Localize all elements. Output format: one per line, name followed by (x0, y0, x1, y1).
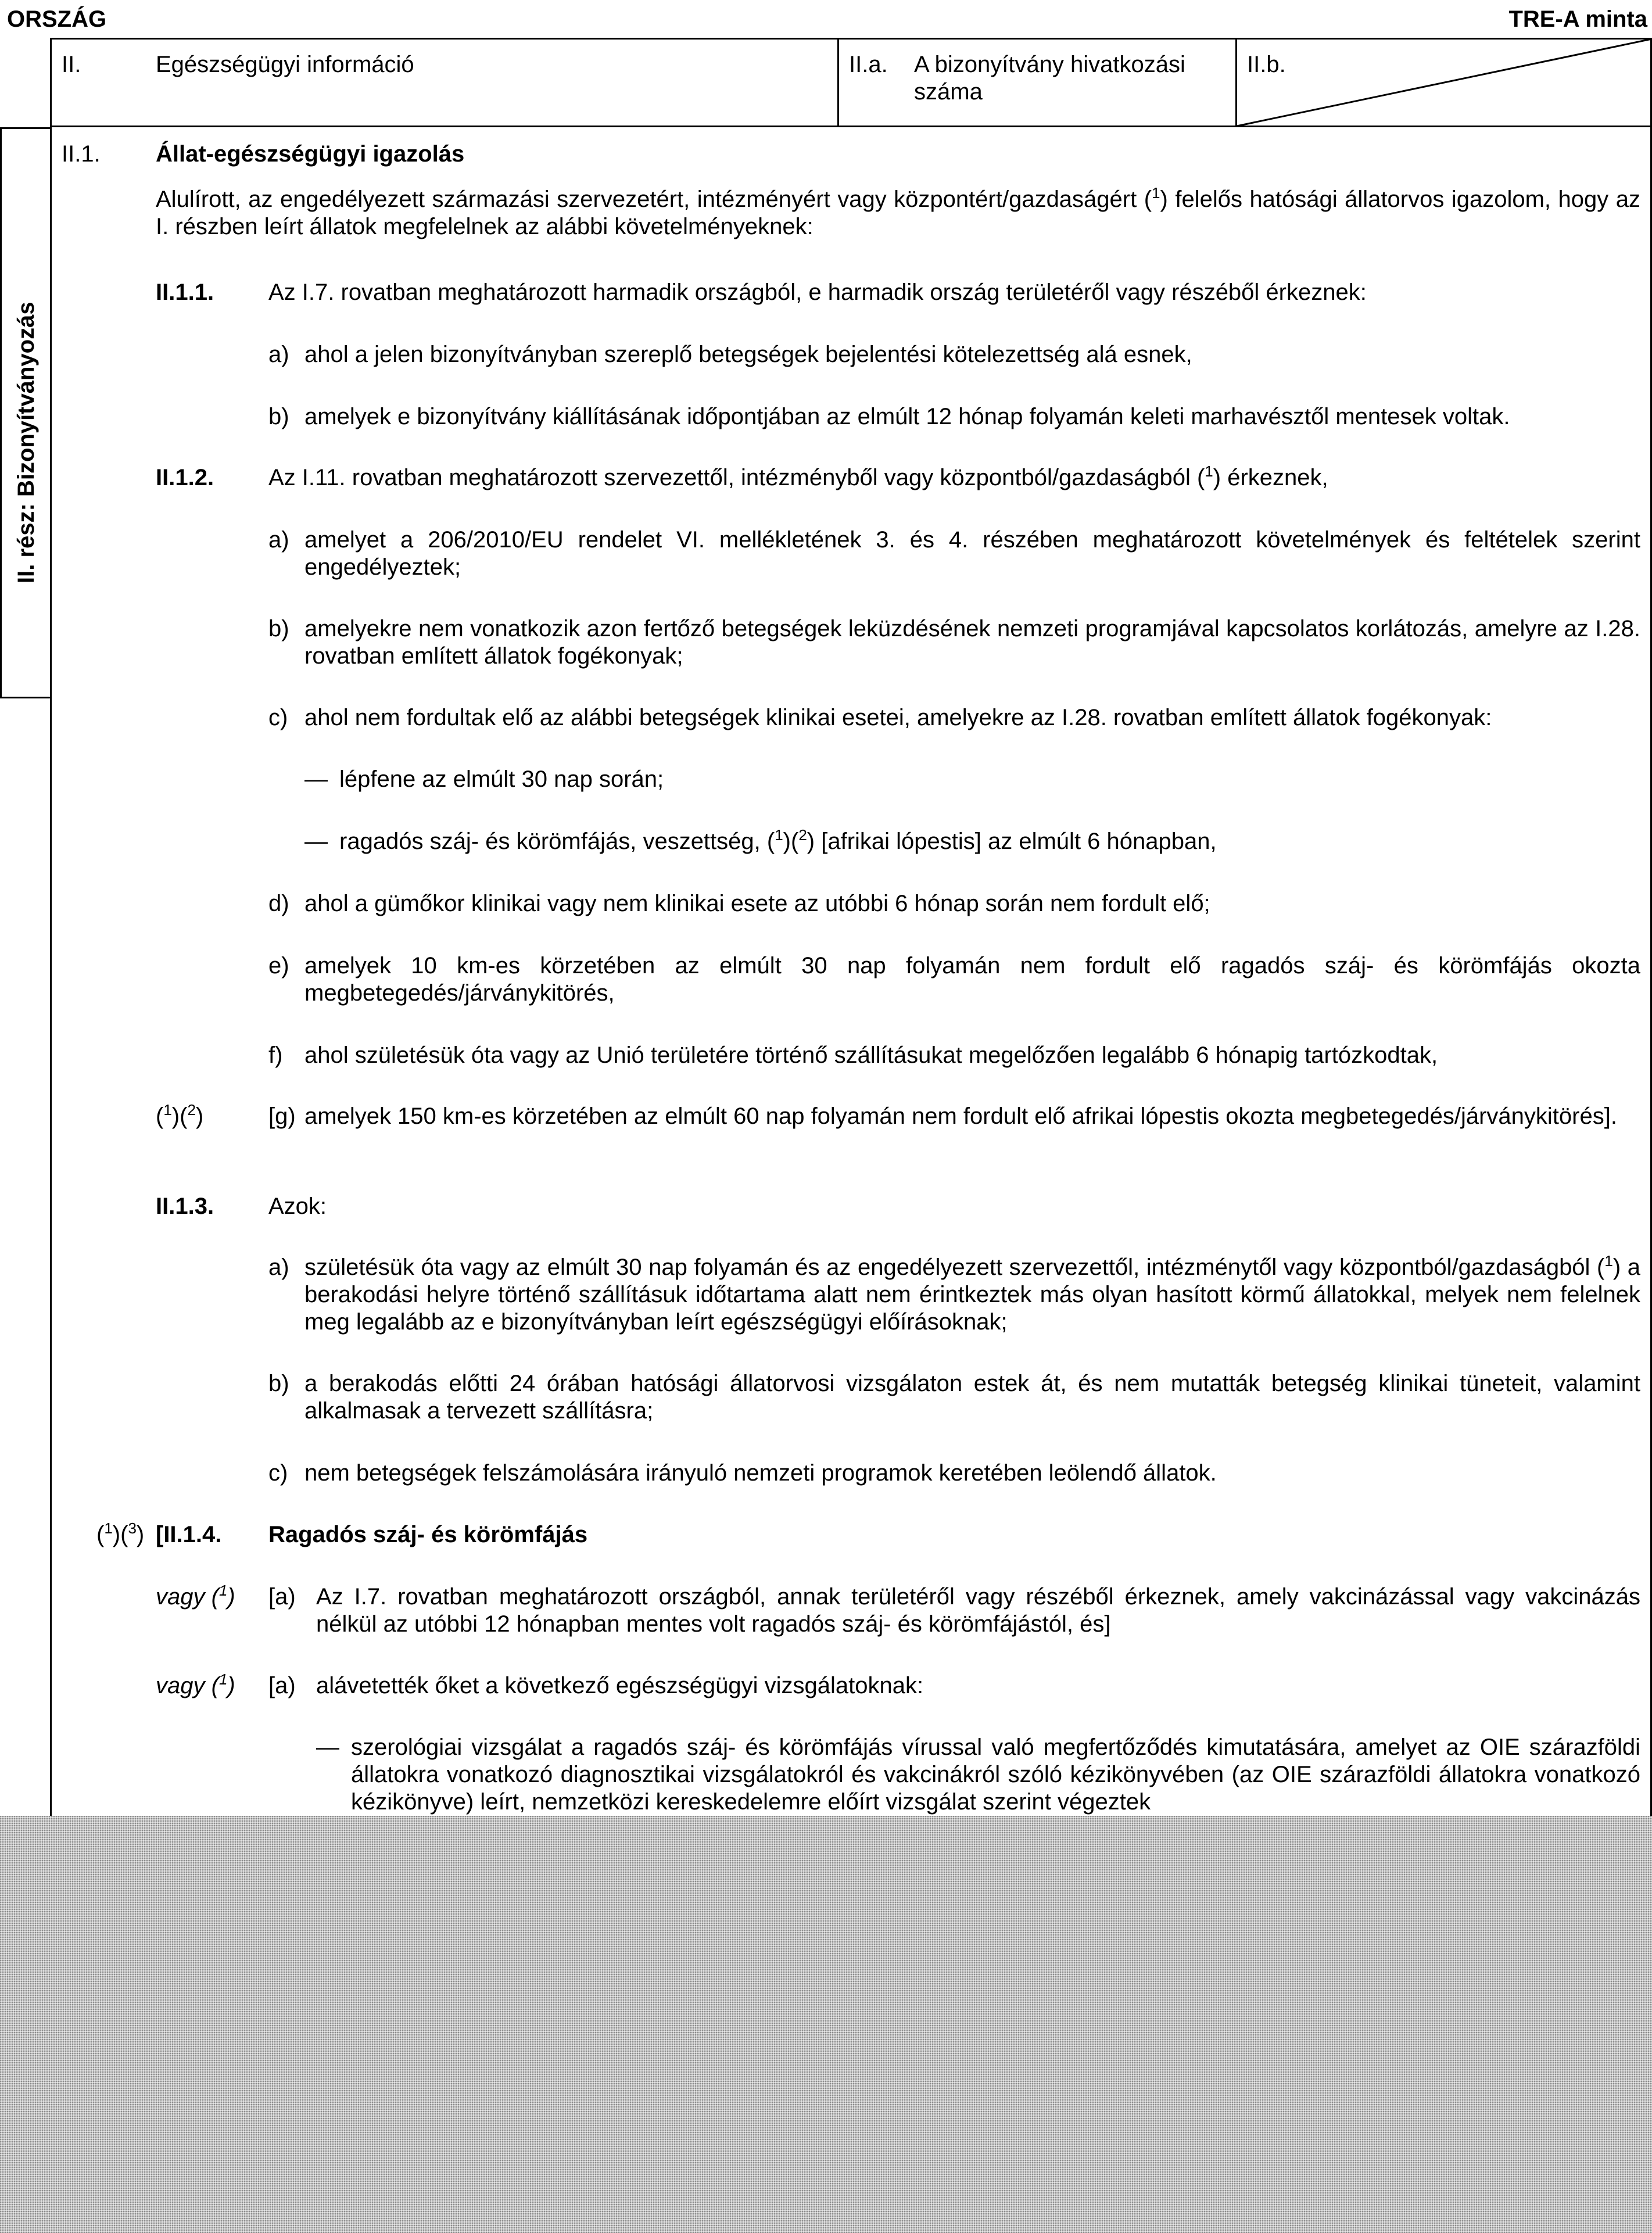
s113-text: Azok: (268, 1193, 327, 1219)
option1-label: vagy ($^1$) (156, 1582, 235, 1610)
s113-a-text: születésük óta vagy az elmúlt 30 nap folyamán és az engedélyezett szervezettől, intézménytől vagy központból/gazdaságból ($^1$) a berakodási helyre történő szállításuk időtartama alatt nem érintkeztek más olyan hasított körmű állatokkal, melyek nem felelnek meg legalább az e bizonyítványban leírt egészségügyi előírásoknak; (304, 1252, 1640, 1335)
s111-a-label: a) (268, 342, 289, 367)
s111-text: Az I.7. rovatban meghatározott harmadik országból, e harmadik ország területéről vagy részéből érkeznek: (268, 279, 1367, 305)
s112-c-label: c) (268, 705, 288, 730)
option2-label: vagy ($^1$) (156, 1671, 235, 1698)
s112-g-prefix: ($^1$)($^2$) (156, 1101, 204, 1129)
option1-text: Az I.7. rovatban meghatározott országból, annak területéről vagy részéből érkeznek, amely vakcinázással vagy vakcinázás nélkül az utóbbi 12 hónapban mentes volt ragadós száj- és körömfájástól, és] (316, 1584, 1640, 1637)
option1-a-label: [a) (268, 1584, 296, 1610)
s113-number: II.1.3. (156, 1193, 214, 1219)
s114-number: [II.1.4. (156, 1522, 222, 1547)
s112-c1-text: lépfene az elmúlt 30 nap során; (339, 766, 664, 792)
section-title: Egészségügyi információ (156, 52, 414, 77)
s112-f-label: f) (268, 1042, 283, 1068)
s112-a-text: amelyet a 206/2010/EU rendelet VI. mellékletének 3. és 4. részében meghatározott követelmények és feltételek szerint engedélyeztek; (304, 527, 1640, 580)
s112-d-text: ahol a gümőkor klinikai vagy nem klinikai esete az utóbbi 6 hónap során nem fordult elő; (304, 891, 1210, 916)
country-label: ORSZÁG (7, 6, 107, 32)
redacted-region (0, 1816, 1652, 2233)
s111-b-label: b) (268, 404, 289, 429)
s112-text: Az I.11. rovatban meghatározott szervezettől, intézményből vagy központból/gazdaságból ($^1$) érkeznek, (268, 463, 1328, 490)
s112-c2-text: ragadós száj- és körömfájás, veszettség, ($^1$)($^2$) [afrikai lópestis] az elmúlt 6 hónapban, (339, 826, 1217, 854)
s112-number: II.1.2. (156, 465, 214, 490)
s112-a-label: a) (268, 527, 289, 553)
body-left-border (50, 126, 52, 1816)
intro-paragraph: Alulírott, az engedélyezett származási szervezetért, intézményért vagy központért/gazdaságért ($^1$) felelős hatósági állatorvos igazolom, hogy az I. részben leírt állatok megfelelnek az alábbi követelményeknek: (156, 184, 1640, 239)
s111-number: II.1.1. (156, 279, 214, 305)
reference-number-label-num: II.a. (849, 52, 888, 77)
s113-b-text: a berakodás előtti 24 órában hatósági állatorvosi vizsgálaton estek át, és nem mutatták betegség klinikai tüneteit, valamint alkalmasak a tervezett szállításra; (304, 1371, 1640, 1424)
iib-label: II.b. (1247, 52, 1286, 77)
s112-g-text: amelyek 150 km-es körzetében az elmúlt 60 nap folyamán nem fordult elő afrikai lópestis okozta megbetegedés/járványkitörés]. (304, 1103, 1617, 1129)
header-divider-1 (837, 38, 839, 127)
s114-prefix: ($^1$)($^3$) (96, 1519, 145, 1547)
s112-f-text: ahol születésük óta vagy az Unió területére történő szállításukat megelőzően legalább 6 hónapig tartózkodtak, (304, 1042, 1438, 1068)
s111-a-text: ahol a jelen bizonyítványban szereplő betegségek bejelentési kötelezettség alá esnek, (304, 342, 1192, 367)
s113-a-label: a) (268, 1255, 289, 1280)
s112-e-text: amelyek 10 km-es körzetében az elmúlt 30 nap folyamán nem fordult elő ragadós száj- és körömfájás okozta megbetegedés/járványkitörés, (304, 953, 1640, 1006)
sidebar-label: II. rész: Bizonyítványozás (13, 302, 39, 583)
s112-d-label: d) (268, 891, 289, 916)
s112-e-label: e) (268, 953, 289, 978)
option2-text: alávetették őket a következő egészségügyi vizsgálatoknak: (316, 1673, 924, 1698)
section-number: II. (62, 52, 81, 77)
s112-b-text: amelyekre nem vonatkozik azon fertőző betegségek leküzdésének nemzeti programjával kapcsolatos korlátozás, amelyre az I.28. rovatban említett állatok fogékonyak; (304, 616, 1640, 669)
s112-c1-dash: — (304, 766, 328, 792)
header-diagonal (1237, 38, 1652, 127)
s112-c-text: ahol nem fordultak elő az alábbi betegségek klinikai esetei, amelyekre az I.28. rovatban említett állatok fogékonyak: (304, 705, 1492, 730)
s114-title: Ragadós száj- és körömfájás (268, 1522, 588, 1547)
s112-b-label: b) (268, 616, 289, 641)
model-label: TRE-A minta (1508, 6, 1647, 32)
s113-c-text: nem betegségek felszámolására irányuló nemzeti programok keretében leölendő állatok. (304, 1460, 1217, 1486)
s112-g-label: [g) (268, 1103, 296, 1129)
reference-number-label: A bizonyítvány hivatkozási száma (914, 52, 1185, 105)
s113-b-label: b) (268, 1371, 289, 1396)
option2-a-label: [a) (268, 1673, 296, 1698)
option2-dash: — (316, 1734, 339, 1760)
option2-dash-text: szerológiai vizsgálat a ragadós száj- és körömfájás vírussal való megfertőződés kimutatására, amelyet az OIE szárazföldi állatokra vonatkozó diagnosztikai vizsgálatokról és vakcinákról szóló kézikönyvében (az OIE szárazföldi állatokra vonatkozó kézikönyve) leírt, nemzetközi kereskedelemre előírt vizsgálat szerint végeztek (351, 1734, 1640, 1815)
s112-c2-dash: — (304, 829, 328, 854)
s111-b-text: amelyek e bizonyítvány kiállításának időpontjában az elmúlt 12 hónap folyamán keleti marhavésztől mentesek voltak. (304, 404, 1510, 429)
s1-title: Állat-egészségügyi igazolás (156, 141, 465, 167)
s1-number: II.1. (62, 141, 101, 167)
s113-c-label: c) (268, 1460, 288, 1486)
